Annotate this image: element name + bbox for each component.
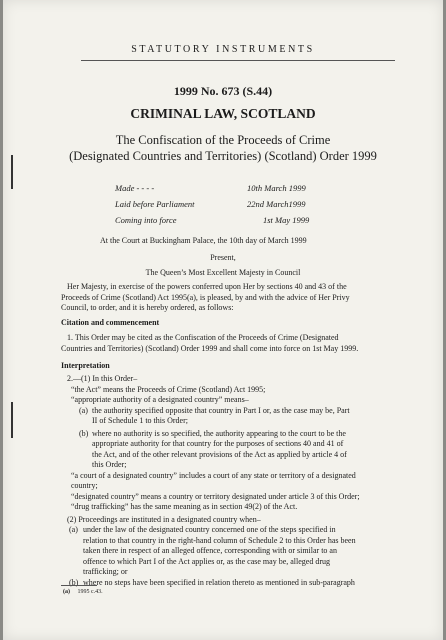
definition-appropriate-authority: “appropriate authority of a designated country” means– [71,395,249,404]
enacting-line: Council, to order, and it is hereby ordered, as follows: [61,303,234,312]
definition-drug-trafficking: “drug trafficking” has the same meaning as in section 49(2) of the Act. [71,502,298,511]
paragraph-2-1: 2.—(1) In this Order– [67,374,138,383]
definition-line: country; [71,481,98,490]
definition-the-act: “the Act” means the Proceeds of Crime (Scotland) Act 1995; [71,384,266,394]
top-rule [81,60,395,61]
date-label: Made - - - - [115,183,155,193]
date-row [115,212,309,228]
subject-heading: CRIMINAL LAW, SCOTLAND [130,106,316,121]
paragraph-2-2: (2) Proceedings are instituted in a designated country when– [67,514,261,524]
citation-heading: Citation and commencement [61,318,160,327]
court-line: At the Court at Buckingham Palace, the 10th day of March 1999 [100,236,307,245]
citation-line: 1. This Order may be cited as the Confiscation of the Proceeds of Crime (Designated [67,333,339,342]
majesty-line: The Queen’s Most Excellent Majesty in Council [145,268,301,277]
scan-margin-mark [11,402,13,438]
definition-designated-country: “designated country” means a country or territory designated under article 3 of this Order; [71,491,360,501]
footnote-marker: (a) [63,589,70,595]
item-line: where no steps have been specified in relation thereto as mentioned in sub-paragraph [83,577,355,587]
date-label: Coming into force [115,215,177,225]
date-value: 1st May 1999 [263,215,310,225]
item-line: under the law of the designated country concerned one of the steps specified in [83,525,336,534]
enacting-line: Proceeds of Crime (Scotland) Act 1995(a), is pleased, by and with the advice of Her Privy [61,292,350,302]
scan-margin-mark [11,155,13,189]
order-title-line: The Confiscation of the Proceeds of Crime [115,133,331,147]
date-label: Laid before Parliament [115,199,195,209]
definition-line: “a court of a designated country” includes a court of any state or territory of a designated [71,470,356,480]
footnote-rule [61,585,97,586]
citation-paragraph [61,333,358,354]
item-line: the authority specified opposite that country in Part I or, as the case may be, Part [92,405,350,415]
item-line: II of Schedule 1 to this Order; [92,416,188,425]
item-line: the Act, and of the other relevant provisions of the Act as applied by article 4 of [92,449,347,459]
present-line: Present, [210,253,236,262]
enacting-formula [61,282,350,314]
document-page [3,0,443,640]
interpretation-heading: Interpretation [61,361,110,370]
item-marker: (a) [69,525,78,534]
dates-table [115,180,309,228]
enacting-line: Her Majesty, in exercise of the powers conferred upon Her by sections 40 and 43 of the [67,282,347,291]
interpretation-body [61,374,391,588]
item-line: relation to that country in the right-hand column of Schedule 2 to this Order has been [83,535,356,545]
date-value: 22nd March1999 [247,199,306,209]
item-marker: (b) [69,577,79,587]
item-line: appropriate authority for that country for the purposes of sections 40 and 41 of [92,439,344,448]
item-line: trafficking; or [83,567,128,576]
date-row [115,180,309,196]
proceedings-item-b [61,578,391,589]
item-marker: (a) [79,405,88,415]
item-marker: (b) [79,428,89,438]
item-line: offence to which Part I of the Act applies or, as the case may be, alleged drug [83,556,330,566]
order-title-line: (Designated Countries and Territories) (Scotland) Order 1999 [69,149,377,163]
series-heading: STATUTORY INSTRUMENTS [131,44,315,55]
si-number: 1999 No. 673 (S.44) [173,84,273,98]
proceedings-item-a [61,525,391,578]
item-line: this Order; [92,460,127,469]
item-line: taken there in respect of an alleged offence, corresponding with or similar to an [83,546,337,555]
footnote-text: 1995 c.43. [77,589,103,595]
definition-item-a [61,406,391,427]
citation-line: Countries and Territories) (Scotland) Order 1999 and shall come into force on 1st May 1999. [61,343,359,353]
date-row [115,196,309,212]
definition-item-b [61,429,391,471]
date-value: 10th March 1999 [247,183,306,193]
definition-court [61,471,391,492]
order-title [63,132,383,164]
footnote [63,589,103,595]
item-line: where no authority is so specified, the authority appearing to the court to be the [92,428,346,438]
